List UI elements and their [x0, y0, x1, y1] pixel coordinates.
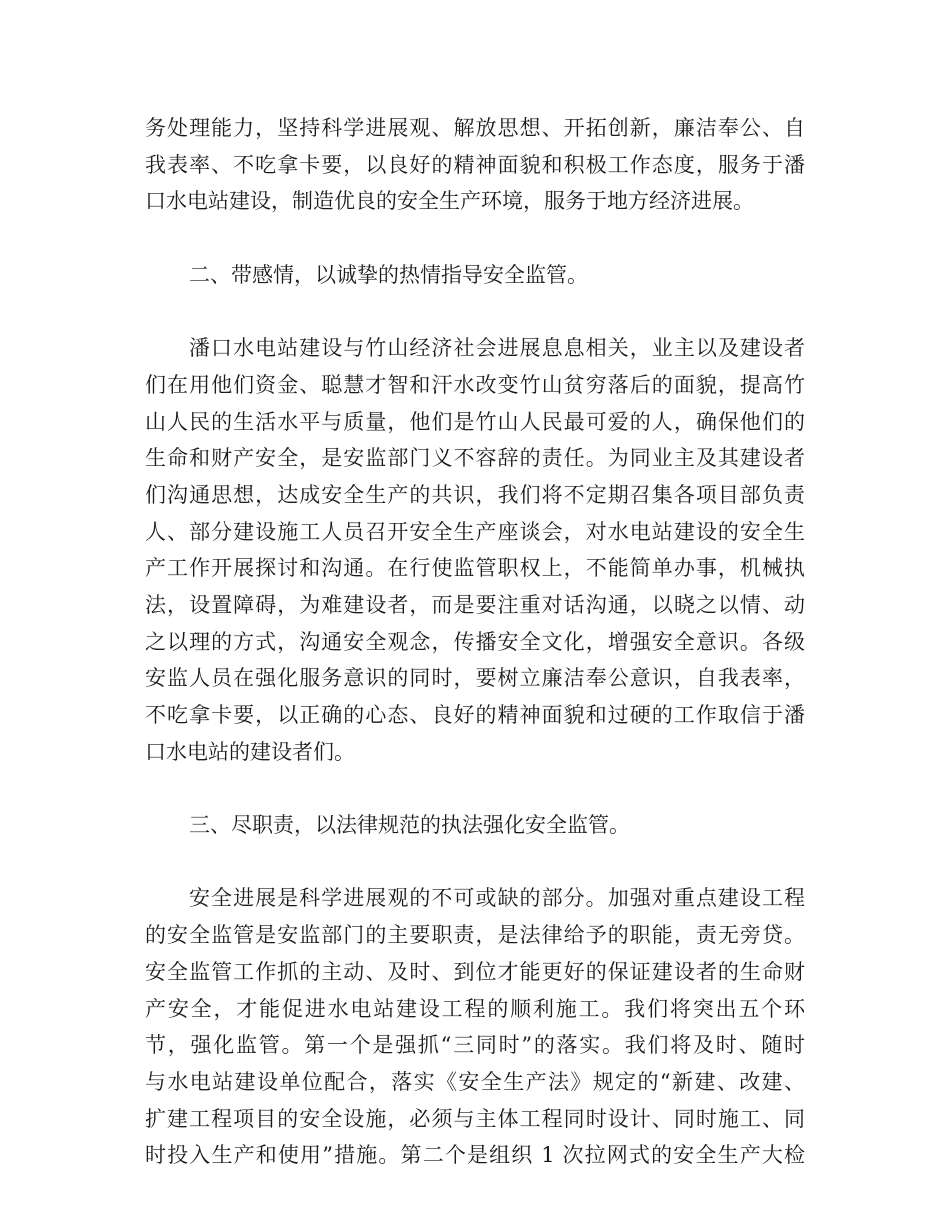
text-line: 口水电站的建设者们。	[145, 739, 355, 764]
paragraph-spacer	[145, 293, 805, 330]
text-line: 时投入生产和使用”措施。第二个是组织 1 次拉网式的安全生产大检	[145, 1143, 805, 1168]
text-line: 扩建工程项目的安全设施，必须与主体工程同时设计、同时施工、同	[145, 1106, 805, 1131]
paragraph-spacer	[145, 770, 805, 807]
heading-line: 二、带感情，以诚挚的热情指导安全监管。	[189, 262, 588, 287]
text-line: 潘口水电站建设与竹山经济社会进展息息相关，业主以及建设者	[189, 336, 805, 361]
paragraph-section-2-body	[145, 330, 805, 770]
text-line: 节，强化监管。第一个是强抓“三同时”的落实。我们将及时、随时	[145, 1033, 805, 1058]
text-line: 之以理的方式，沟通安全观念，传播安全文化，增强安全意识。各级	[145, 629, 805, 654]
text-line: 安全监管工作抓的主动、及时、到位才能更好的保证建设者的生命财	[145, 959, 805, 984]
paragraph-continuation	[145, 110, 805, 220]
document-body	[145, 110, 805, 1174]
text-line: 不吃拿卡要，以正确的心态、良好的精神面貌和过硬的工作取信于潘	[145, 703, 805, 727]
paragraph-spacer	[145, 844, 805, 881]
text-line: 的安全监管是安监部门的主要职责，是法律给予的职能，责无旁贷。	[145, 923, 805, 948]
text-line: 产工作开展探讨和沟通。在行使监管职权上，不能简单办事，机械执	[145, 556, 805, 581]
text-line: 人、部分建设施工人员召开安全生产座谈会，对水电站建设的安全生	[145, 519, 805, 544]
text-line: 法，设置障碍，为难建设者，而是要注重对话沟通，以晓之以情、动	[145, 592, 805, 617]
text-line: 产安全，才能促进水电站建设工程的顺利施工。我们将突出五个环	[145, 996, 805, 1021]
paragraph-section-3-body	[145, 880, 805, 1174]
text-line: 我表率、不吃拿卡要，以良好的精神面貌和积极工作态度，服务于潘	[145, 152, 805, 177]
text-line: 安监人员在强化服务意识的同时，要树立廉洁奉公意识，自我表率，	[145, 666, 805, 691]
text-line: 与水电站建设单位配合，落实《安全生产法》规定的“新建、改建、	[145, 1069, 805, 1094]
section-heading-3	[145, 807, 805, 844]
section-heading-2	[145, 257, 805, 294]
heading-line: 三、尽职责，以法律规范的执法强化安全监管。	[189, 813, 630, 838]
paragraph-spacer	[145, 220, 805, 257]
text-line: 务处理能力，坚持科学进展观、解放思想、开拓创新，廉洁奉公、自	[145, 116, 805, 140]
text-line: 山人民的生活水平与质量，他们是竹山人民最可爱的人，确保他们的	[145, 409, 805, 434]
text-line: 们在用他们资金、聪慧才智和汗水改变竹山贫穷落后的面貌，提高竹	[145, 372, 805, 397]
text-line: 们沟通思想，达成安全生产的共识，我们将不定期召集各项目部负责	[145, 482, 805, 507]
text-line: 口水电站建设，制造优良的安全生产环境，服务于地方经济进展。	[145, 189, 754, 214]
text-line: 安全进展是科学进展观的不可或缺的部分。加强对重点建设工程	[189, 886, 805, 911]
text-line: 生命和财产安全，是安监部门义不容辞的责任。为同业主及其建设者	[145, 446, 805, 471]
